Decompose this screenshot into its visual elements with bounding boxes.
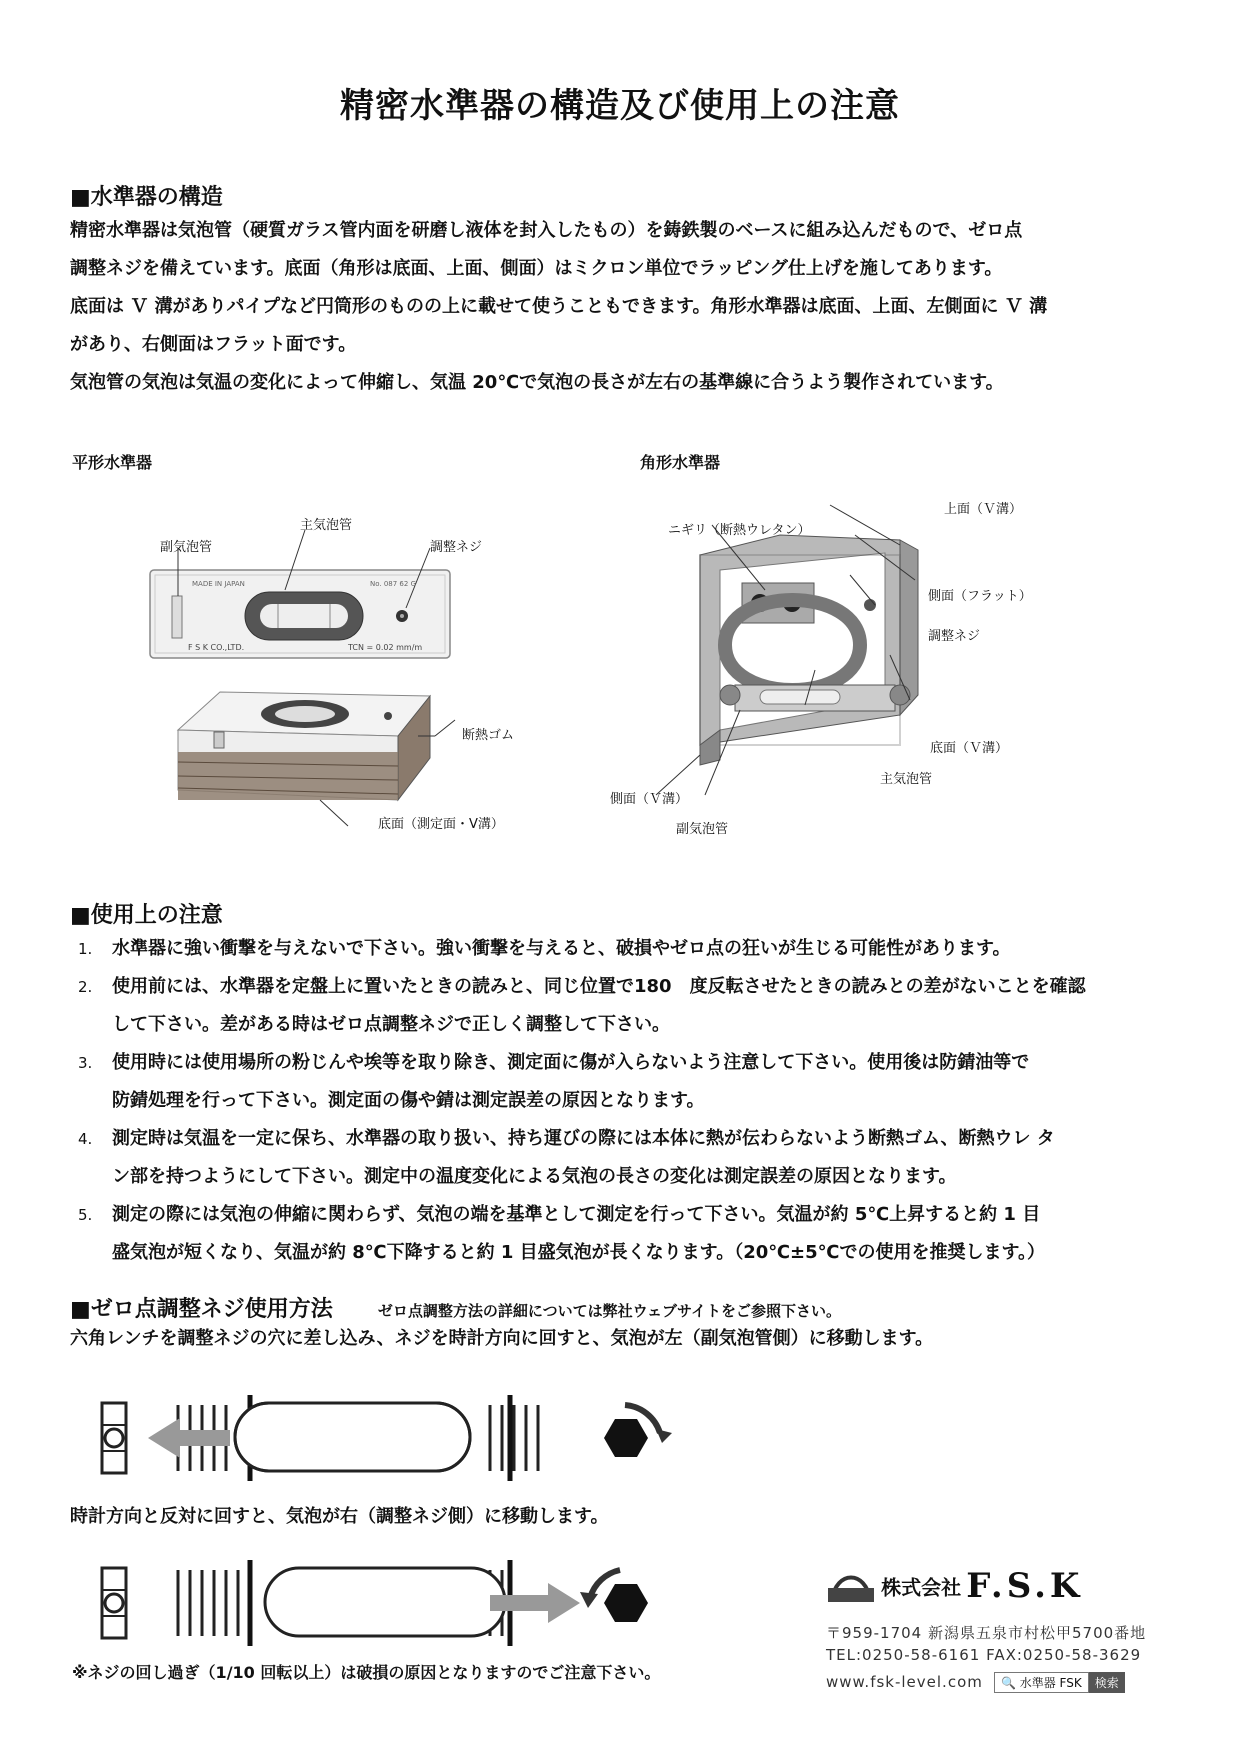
structure-line: 気泡管の気泡は気温の変化によって伸縮し、気温 20℃で気泡の長さが左右の基準線に合うよう製作されています。 <box>70 372 1004 393</box>
label-sub-vial-square: 副気泡管 <box>676 822 729 837</box>
label-sub-vial: 副気泡管 <box>160 540 213 555</box>
company-address: 〒959-1704 新潟県五泉市村松甲5700番地 <box>826 1624 1147 1642</box>
made-in-text: MADE IN JAPAN <box>192 580 245 588</box>
structure-line: があり、右側面はフラット面です。 <box>70 334 357 355</box>
brand-text: F S K CO.,LTD. <box>188 643 245 652</box>
structure-heading: ■水準器の構造 <box>70 185 223 210</box>
caution-item: 2. 使用前には、水準器を定盤上に置いたときの読みと、同じ位置で180 度反転させたときの読みとの差がないことを確認 <box>78 976 1086 997</box>
fsk-logo-icon <box>826 1562 876 1610</box>
label-main-vial-square: 主気泡管 <box>880 772 933 787</box>
zero-adjust-counter: 時計方向と反対に回すと、気泡が右（調整ネジ側）に移動します。 <box>70 1506 609 1527</box>
caution-item-cont: 防錆処理を行って下さい。測定面の傷や錆は測定誤差の原因となります。 <box>112 1090 705 1111</box>
square-level-title: 角形水準器 <box>640 453 721 472</box>
zero-adjust-clockwise: 六角レンチを調整ネジの穴に差し込み、ネジを時計方向に回すと、気泡が左（副気泡管側）に移動します。 <box>70 1328 934 1349</box>
label-insulation-rubber: 断熱ゴム <box>462 728 515 743</box>
cautions-list <box>78 930 1086 1272</box>
label-side-v: 側面（Ｖ溝） <box>610 792 689 807</box>
search-text: 水準器 FSK <box>1019 1676 1082 1690</box>
zero-adjust-note: ゼロ点調整方法の詳細については弊社ウェブサイトをご参照下さい。 <box>377 1302 841 1320</box>
cautions-heading: ■使用上の注意 <box>70 903 223 928</box>
clockwise-diagram <box>90 1385 730 1490</box>
caution-item-cont: 盛気泡が短くなり、気温が約 8℃下降すると約 1 目盛気泡が長くなります。（20℃±5℃での使用を推奨します。） <box>112 1242 1046 1263</box>
zero-adjust-header <box>70 1292 841 1323</box>
zero-adjust-heading: ■ゼロ点調整ネジ使用方法 <box>70 1297 333 1322</box>
zero-adjust-warning: ※ネジの回し過ぎ（1/10 回転以上）は破損の原因となりますのでご注意下さい。 <box>72 1663 661 1682</box>
label-top-v: 上面（Ｖ溝） <box>944 502 1023 517</box>
company-web <box>826 1672 1125 1693</box>
company-phone: TEL:0250-58-6161 FAX:0250-58-3629 <box>826 1646 1142 1664</box>
label-adjust-screw: 調整ネジ <box>430 540 483 555</box>
caution-item: 3. 使用時には使用場所の粉じんや埃等を取り除き、測定面に傷が入らないよう注意して下さい。使用後は防錆油等で <box>78 1052 1030 1073</box>
search-icon: 🔍 <box>1000 1676 1020 1690</box>
search-button[interactable]: 検索 <box>1089 1672 1125 1693</box>
caution-item: 1. 水準器に強い衝撃を与えないで下さい。強い衝撃を与えると、破損やゼロ点の狂いが生じる可能性があります。 <box>78 938 1011 959</box>
label-bottom-flat: 底面（測定面・V溝） <box>378 817 504 832</box>
caution-item-cont: して下さい。差がある時はゼロ点調整ネジで正しく調整して下さい。 <box>112 1014 670 1035</box>
flat-level-title: 平形水準器 <box>72 453 153 472</box>
caution-item: 4. 測定時は気温を一定に保ち、水準器の取り扱い、持ち運びの際には本体に熱が伝わらないよう断熱ゴム、断熱ウレ タ <box>78 1128 1055 1149</box>
company-block <box>826 1562 1186 1610</box>
caution-item-cont: ン部を持つようにして下さい。測定中の温度変化による気泡の長さの変化は測定誤差の原因となります。 <box>112 1166 957 1187</box>
structure-line: 調整ネジを備えています。底面（角形は底面、上面、側面）はミクロン単位でラッピング仕上げを施してあります。 <box>70 258 1003 279</box>
label-main-vial: 主気泡管 <box>300 518 353 533</box>
page-title: 精密水準器の構造及び使用上の注意 <box>340 86 900 126</box>
label-adjust-screw-square: 調整ネジ <box>928 629 981 644</box>
search-box[interactable] <box>994 1672 1089 1693</box>
company-url[interactable]: www.fsk-level.com <box>826 1673 983 1691</box>
structure-line: 精密水準器は気泡管（硬質ガラス管内面を研磨し液体を封入したもの）を鋳鉄製のベースに組み込んだもので、ゼロ点 <box>70 220 1023 241</box>
label-side-flat: 側面（フラット） <box>928 589 1032 604</box>
structure-body <box>70 212 1047 402</box>
company-name-prefix: 株式会社 <box>881 1575 962 1600</box>
label-bottom-v: 底面（Ｖ溝） <box>930 741 1009 756</box>
company-name: F.S.K <box>966 1566 1084 1606</box>
label-grip: ニギリ（断熱ウレタン） <box>668 523 811 538</box>
serial-text: No. 087 62 G <box>370 580 416 588</box>
caution-item: 5. 測定の際には気泡の伸縮に関わらず、気泡の端を基準として測定を行って下さい。気温が約 5℃上昇すると約 1 目 <box>78 1204 1041 1225</box>
counterclockwise-diagram <box>90 1550 730 1655</box>
structure-line: 底面は Ｖ 溝がありパイプなど円筒形のものの上に載せて使うこともできます。角形水準器は底面、上面、左側面に Ｖ 溝 <box>70 296 1048 317</box>
tolerance-text: TCN = 0.02 mm/m <box>348 643 423 652</box>
